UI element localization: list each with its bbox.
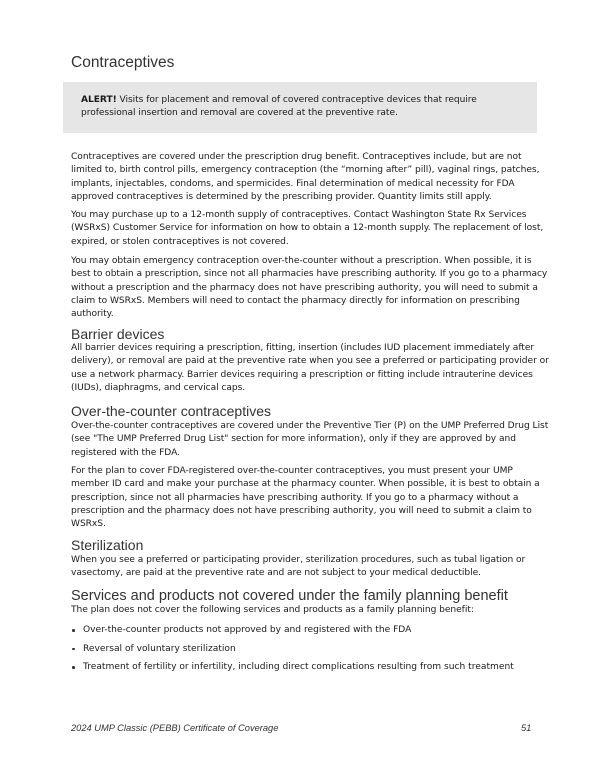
alert-text: professional insertion and removal are covered at the preventive rate. [81, 108, 398, 119]
paragraph-otc-requirements: For the plan to cover FDA-registered over-the-counter contraceptives, you must present your UMP member ID card and make your purchase at the pharmacy counter. When possible, it is best to obtain a prescription, since not all pharmacies have prescribing authority. If you go to a pharmacy without a prescription and the pharmacy does not have prescribing authority, you will need to submit a claim to WSRxS. [71, 466, 540, 530]
page-title: Contraceptives [71, 54, 175, 71]
alert-label: ALERT! [81, 95, 117, 105]
paragraph-contraceptives-covered: Contraceptives are covered under the prescription drug benefit. Contraceptives include, but are not limited to, birth control pills, emergency contraception (the “morning after” pill), vaginal rings, patches, implants, injectables, condoms, and spermicides. Final determination of medical necessity for FDA approved contraceptives is determined by the prescribing provider. Quantity limits still apply. [71, 152, 540, 202]
paragraph-emergency-contraception: You may obtain emergency contraception over-the-counter without a prescription. When possible, it is best to obtain a prescription, since not all pharmacies have prescribing authority. If you go to a pharmacy without a prescription and the pharmacy does not have prescribing authority, you will need to submit a claim to WSRxS. Members will need to contact the pharmacy directly for information on prescribing authority. [71, 256, 548, 320]
paragraph-otc-covered: Over-the-counter contraceptives are covered under the Preventive Tier (P) on the UMP Preferred Drug List (see "The UMP Preferred Drug List" section for more information), only if they are approved by and registered with the FDA. [71, 421, 549, 458]
paragraph-sterilization: When you see a preferred or participating provider, sterilization procedures, such as tubal ligation or vasectomy, are paid at the preventive rate and are not subject to your medical deductible. [71, 555, 526, 579]
alert-text: Visits for placement and removal of covered contraceptive devices that require [116, 95, 477, 105]
alert-box [63, 82, 537, 133]
footer-page-number: 51 [521, 723, 532, 733]
not-covered-list [71, 621, 514, 677]
heading-otc-contraceptives: Over-the-counter contraceptives [71, 403, 271, 419]
heading-barrier-devices: Barrier devices [71, 326, 165, 342]
heading-sterilization: Sterilization [71, 537, 144, 553]
paragraph-12-month-supply: You may purchase up to a 12-month supply of contraceptives. Contact Washington State Rx Services (WSRxS) Customer Service for information on how to obtain a 12-month supply. The replacement of lost, expired, or stolen contraceptives is not covered. [71, 210, 544, 247]
footer-document-title: 2024 UMP Classic (PEBB) Certificate of Coverage [71, 723, 279, 733]
list-item: Reversal of voluntary sterilization [71, 640, 514, 659]
paragraph-not-covered-intro: The plan does not cover the following services and products as a family planning benefit: [71, 605, 474, 615]
heading-not-covered: Services and products not covered under the family planning benefit [71, 588, 508, 604]
list-item: Treatment of fertility or infertility, including direct complications resulting from such treatment [71, 658, 514, 677]
paragraph-barrier-devices: All barrier devices requiring a prescription, fitting, insertion (includes IUD placement immediately after delivery), or removal are paid at the preventive rate when you see a preferred or participating provider or use a network pharmacy. Barrier devices requiring a prescription or fitting include intrauterine devices (IUDs), diaphragms, and cervical caps. [71, 343, 549, 393]
list-item: Over-the-counter products not approved by and registered with the FDA [71, 621, 514, 640]
